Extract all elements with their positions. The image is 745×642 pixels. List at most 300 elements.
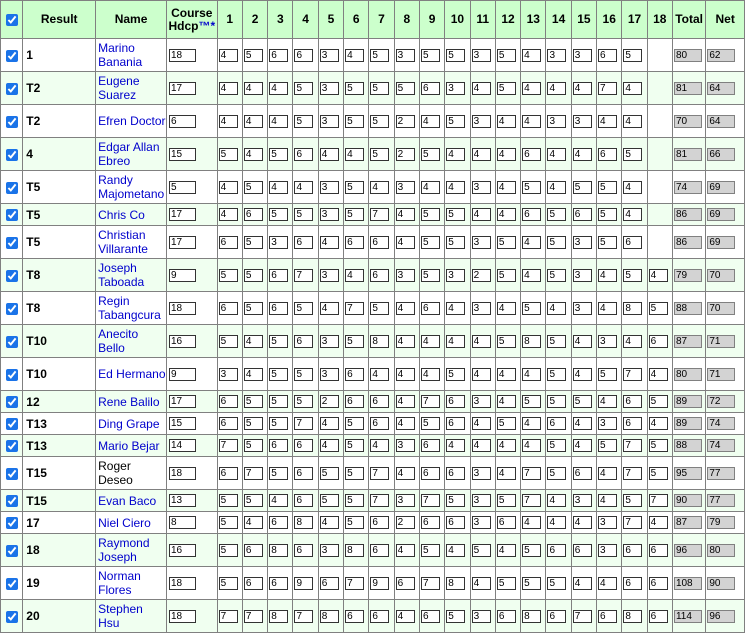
hole-7-score-input[interactable]	[370, 494, 389, 507]
hole-15-score-input[interactable]	[573, 467, 592, 480]
player-name-link[interactable]: Evan Baco	[98, 493, 157, 508]
hole-12-score-input[interactable]	[497, 82, 516, 95]
row-checkbox[interactable]	[6, 116, 18, 128]
hole-5-score-input[interactable]	[320, 417, 339, 430]
hole-9-score-input[interactable]	[421, 417, 440, 430]
row-checkbox[interactable]	[6, 517, 18, 529]
hole-9-score-input[interactable]	[421, 236, 440, 249]
hole-15-score-input[interactable]	[573, 439, 592, 452]
hole-11-score-input[interactable]	[472, 82, 491, 95]
hole-4-score-input[interactable]	[294, 236, 313, 249]
hole-10-score-input[interactable]	[446, 577, 465, 590]
player-name-link[interactable]: Marino Banania	[98, 41, 143, 69]
hole-16-score-input[interactable]	[598, 544, 617, 557]
hole-16-score-input[interactable]	[598, 269, 617, 282]
hole-18-score-input[interactable]	[649, 395, 668, 408]
hole-4-score-input[interactable]	[294, 610, 313, 623]
hole-13-score-input[interactable]	[522, 439, 541, 452]
hole-4-score-input[interactable]	[294, 516, 313, 529]
hole-4-score-input[interactable]	[294, 494, 313, 507]
hole-16-score-input[interactable]	[598, 610, 617, 623]
hole-6-score-input[interactable]	[345, 335, 364, 348]
hole-13-score-input[interactable]	[522, 269, 541, 282]
hole-11-score-input[interactable]	[472, 467, 491, 480]
hole-15-score-input[interactable]	[573, 494, 592, 507]
hole-10-score-input[interactable]	[446, 236, 465, 249]
hdcp-input[interactable]	[169, 544, 196, 557]
hole-8-score-input[interactable]	[396, 49, 415, 62]
row-checkbox[interactable]	[6, 440, 18, 452]
hole-9-score-input[interactable]	[421, 49, 440, 62]
hole-6-score-input[interactable]	[345, 395, 364, 408]
hole-9-score-input[interactable]	[421, 181, 440, 194]
hole-17-score-input[interactable]	[623, 516, 642, 529]
hole-9-score-input[interactable]	[421, 467, 440, 480]
hole-4-score-input[interactable]	[294, 417, 313, 430]
hole-1-score-input[interactable]	[219, 610, 238, 623]
hole-1-score-input[interactable]	[219, 148, 238, 161]
hole-1-score-input[interactable]	[219, 181, 238, 194]
hole-9-score-input[interactable]	[421, 368, 440, 381]
hole-5-score-input[interactable]	[320, 208, 339, 221]
hole-15-score-input[interactable]	[573, 395, 592, 408]
hdcp-input[interactable]	[169, 439, 196, 452]
hole-11-score-input[interactable]	[472, 335, 491, 348]
hole-15-score-input[interactable]	[573, 269, 592, 282]
hole-12-score-input[interactable]	[497, 181, 516, 194]
hole-14-score-input[interactable]	[547, 467, 566, 480]
hole-3-score-input[interactable]	[269, 82, 288, 95]
hole-17-score-input[interactable]	[623, 181, 642, 194]
player-name-link[interactable]: Edgar Allan Ebreo	[98, 140, 160, 168]
hole-10-score-input[interactable]	[446, 302, 465, 315]
hole-12-score-input[interactable]	[497, 467, 516, 480]
hole-5-score-input[interactable]	[320, 516, 339, 529]
hole-8-score-input[interactable]	[396, 516, 415, 529]
hole-11-score-input[interactable]	[472, 577, 491, 590]
hole-12-score-input[interactable]	[497, 439, 516, 452]
hole-9-score-input[interactable]	[421, 335, 440, 348]
hole-16-score-input[interactable]	[598, 148, 617, 161]
hole-7-score-input[interactable]	[370, 148, 389, 161]
hole-12-score-input[interactable]	[497, 115, 516, 128]
select-all-checkbox[interactable]	[6, 14, 18, 26]
hole-5-score-input[interactable]	[320, 236, 339, 249]
hole-7-score-input[interactable]	[370, 208, 389, 221]
hole-17-score-input[interactable]	[623, 302, 642, 315]
hole-9-score-input[interactable]	[421, 148, 440, 161]
hole-9-score-input[interactable]	[421, 516, 440, 529]
row-checkbox[interactable]	[6, 396, 18, 408]
hdcp-input[interactable]	[169, 577, 196, 590]
hole-1-score-input[interactable]	[219, 302, 238, 315]
hole-4-score-input[interactable]	[294, 181, 313, 194]
hole-1-score-input[interactable]	[219, 368, 238, 381]
hole-14-score-input[interactable]	[547, 516, 566, 529]
hole-10-score-input[interactable]	[446, 467, 465, 480]
hole-8-score-input[interactable]	[396, 269, 415, 282]
hole-7-score-input[interactable]	[370, 467, 389, 480]
hole-7-score-input[interactable]	[370, 577, 389, 590]
hole-8-score-input[interactable]	[396, 395, 415, 408]
hole-15-score-input[interactable]	[573, 335, 592, 348]
hole-17-score-input[interactable]	[623, 544, 642, 557]
hole-13-score-input[interactable]	[522, 494, 541, 507]
hdcp-input[interactable]	[169, 148, 196, 161]
hole-5-score-input[interactable]	[320, 49, 339, 62]
hole-10-score-input[interactable]	[446, 82, 465, 95]
hole-1-score-input[interactable]	[219, 115, 238, 128]
hole-17-score-input[interactable]	[623, 417, 642, 430]
hdcp-input[interactable]	[169, 368, 196, 381]
hole-6-score-input[interactable]	[345, 577, 364, 590]
hole-15-score-input[interactable]	[573, 49, 592, 62]
hole-15-score-input[interactable]	[573, 181, 592, 194]
hole-14-score-input[interactable]	[547, 181, 566, 194]
hole-10-score-input[interactable]	[446, 115, 465, 128]
hole-14-score-input[interactable]	[547, 577, 566, 590]
hole-4-score-input[interactable]	[294, 577, 313, 590]
hole-15-score-input[interactable]	[573, 610, 592, 623]
hole-7-score-input[interactable]	[370, 49, 389, 62]
hole-14-score-input[interactable]	[547, 208, 566, 221]
hole-16-score-input[interactable]	[598, 577, 617, 590]
hole-10-score-input[interactable]	[446, 395, 465, 408]
hole-3-score-input[interactable]	[269, 115, 288, 128]
hole-7-score-input[interactable]	[370, 269, 389, 282]
hole-17-score-input[interactable]	[623, 335, 642, 348]
hole-16-score-input[interactable]	[598, 417, 617, 430]
hole-6-score-input[interactable]	[345, 610, 364, 623]
hole-5-score-input[interactable]	[320, 467, 339, 480]
hdcp-input[interactable]	[169, 610, 196, 623]
hole-18-score-input[interactable]	[649, 302, 668, 315]
hole-15-score-input[interactable]	[573, 577, 592, 590]
hole-3-score-input[interactable]	[269, 467, 288, 480]
hole-16-score-input[interactable]	[598, 115, 617, 128]
hole-15-score-input[interactable]	[573, 417, 592, 430]
hole-16-score-input[interactable]	[598, 439, 617, 452]
hole-13-score-input[interactable]	[522, 181, 541, 194]
row-checkbox[interactable]	[6, 468, 18, 480]
hole-12-score-input[interactable]	[497, 544, 516, 557]
hole-3-score-input[interactable]	[269, 439, 288, 452]
hole-5-score-input[interactable]	[320, 302, 339, 315]
player-name-link[interactable]: Norman Flores	[98, 569, 141, 597]
hole-13-score-input[interactable]	[522, 335, 541, 348]
hole-7-score-input[interactable]	[370, 439, 389, 452]
hole-2-score-input[interactable]	[244, 577, 263, 590]
hole-13-score-input[interactable]	[522, 610, 541, 623]
hole-13-score-input[interactable]	[522, 417, 541, 430]
hole-15-score-input[interactable]	[573, 368, 592, 381]
hole-10-score-input[interactable]	[446, 544, 465, 557]
hole-12-score-input[interactable]	[497, 148, 516, 161]
hole-13-score-input[interactable]	[522, 49, 541, 62]
hole-2-score-input[interactable]	[244, 148, 263, 161]
row-checkbox[interactable]	[6, 149, 18, 161]
row-checkbox[interactable]	[6, 495, 18, 507]
hole-14-score-input[interactable]	[547, 395, 566, 408]
hole-4-score-input[interactable]	[294, 544, 313, 557]
hole-2-score-input[interactable]	[244, 208, 263, 221]
hole-18-score-input[interactable]	[649, 368, 668, 381]
hole-7-score-input[interactable]	[370, 544, 389, 557]
hole-5-score-input[interactable]	[320, 544, 339, 557]
hole-16-score-input[interactable]	[598, 82, 617, 95]
player-name-link[interactable]: Chris Co	[98, 207, 145, 222]
hole-2-score-input[interactable]	[244, 368, 263, 381]
hole-13-score-input[interactable]	[522, 82, 541, 95]
hole-16-score-input[interactable]	[598, 181, 617, 194]
hole-17-score-input[interactable]	[623, 208, 642, 221]
hole-6-score-input[interactable]	[345, 49, 364, 62]
hdcp-input[interactable]	[169, 269, 196, 282]
hole-15-score-input[interactable]	[573, 236, 592, 249]
player-name-link[interactable]: Mario Bejar	[98, 438, 160, 453]
hole-18-score-input[interactable]	[649, 417, 668, 430]
hole-8-score-input[interactable]	[396, 181, 415, 194]
hole-3-score-input[interactable]	[269, 544, 288, 557]
hdcp-input[interactable]	[169, 49, 196, 62]
hole-11-score-input[interactable]	[472, 115, 491, 128]
hole-9-score-input[interactable]	[421, 82, 440, 95]
hole-6-score-input[interactable]	[345, 115, 364, 128]
hole-9-score-input[interactable]	[421, 395, 440, 408]
player-name-link[interactable]: Randy Majometano	[98, 173, 165, 201]
hole-13-score-input[interactable]	[522, 516, 541, 529]
hole-2-score-input[interactable]	[244, 610, 263, 623]
hole-13-score-input[interactable]	[522, 208, 541, 221]
hole-12-score-input[interactable]	[497, 49, 516, 62]
hole-17-score-input[interactable]	[623, 395, 642, 408]
hole-4-score-input[interactable]	[294, 467, 313, 480]
player-name-link[interactable]: Efren Doctor	[98, 114, 166, 128]
hole-7-score-input[interactable]	[370, 516, 389, 529]
hole-18-score-input[interactable]	[649, 439, 668, 452]
hole-8-score-input[interactable]	[396, 82, 415, 95]
player-name-link[interactable]: Stephen Hsu	[98, 602, 143, 630]
hole-1-score-input[interactable]	[219, 49, 238, 62]
hole-17-score-input[interactable]	[623, 439, 642, 452]
hole-9-score-input[interactable]	[421, 269, 440, 282]
hole-16-score-input[interactable]	[598, 467, 617, 480]
hole-17-score-input[interactable]	[623, 82, 642, 95]
hole-16-score-input[interactable]	[598, 494, 617, 507]
hole-11-score-input[interactable]	[472, 269, 491, 282]
hole-14-score-input[interactable]	[547, 417, 566, 430]
hole-3-score-input[interactable]	[269, 148, 288, 161]
hole-12-score-input[interactable]	[497, 610, 516, 623]
hole-6-score-input[interactable]	[345, 148, 364, 161]
hole-4-score-input[interactable]	[294, 49, 313, 62]
row-checkbox[interactable]	[6, 336, 18, 348]
hole-4-score-input[interactable]	[294, 115, 313, 128]
player-name-link[interactable]: Joseph Taboada	[98, 261, 145, 289]
hole-16-score-input[interactable]	[598, 335, 617, 348]
hole-7-score-input[interactable]	[370, 417, 389, 430]
hole-3-score-input[interactable]	[269, 577, 288, 590]
hole-7-score-input[interactable]	[370, 115, 389, 128]
hole-14-score-input[interactable]	[547, 49, 566, 62]
hole-5-score-input[interactable]	[320, 610, 339, 623]
hole-11-score-input[interactable]	[472, 544, 491, 557]
hole-8-score-input[interactable]	[396, 302, 415, 315]
hole-15-score-input[interactable]	[573, 115, 592, 128]
hole-10-score-input[interactable]	[446, 269, 465, 282]
hole-12-score-input[interactable]	[497, 516, 516, 529]
hole-6-score-input[interactable]	[345, 494, 364, 507]
hole-11-score-input[interactable]	[472, 368, 491, 381]
hole-17-score-input[interactable]	[623, 577, 642, 590]
hole-5-score-input[interactable]	[320, 148, 339, 161]
hdcp-input[interactable]	[169, 494, 196, 507]
hole-11-score-input[interactable]	[472, 49, 491, 62]
hole-1-score-input[interactable]	[219, 395, 238, 408]
hole-18-score-input[interactable]	[649, 269, 668, 282]
hdcp-input[interactable]	[169, 395, 196, 408]
hole-7-score-input[interactable]	[370, 181, 389, 194]
hole-14-score-input[interactable]	[547, 269, 566, 282]
hole-2-score-input[interactable]	[244, 544, 263, 557]
hole-2-score-input[interactable]	[244, 494, 263, 507]
hdcp-input[interactable]	[169, 302, 196, 315]
hole-13-score-input[interactable]	[522, 544, 541, 557]
hole-5-score-input[interactable]	[320, 368, 339, 381]
hole-3-score-input[interactable]	[269, 417, 288, 430]
hole-11-score-input[interactable]	[472, 208, 491, 221]
hole-13-score-input[interactable]	[522, 115, 541, 128]
hole-7-score-input[interactable]	[370, 368, 389, 381]
hole-13-score-input[interactable]	[522, 368, 541, 381]
hole-8-score-input[interactable]	[396, 417, 415, 430]
row-checkbox[interactable]	[6, 303, 18, 315]
hole-5-score-input[interactable]	[320, 115, 339, 128]
hole-13-score-input[interactable]	[522, 467, 541, 480]
hole-17-score-input[interactable]	[623, 236, 642, 249]
hole-16-score-input[interactable]	[598, 368, 617, 381]
hole-2-score-input[interactable]	[244, 395, 263, 408]
hole-9-score-input[interactable]	[421, 494, 440, 507]
trademark-link[interactable]: ™*	[198, 18, 216, 33]
hole-12-score-input[interactable]	[497, 417, 516, 430]
hole-8-score-input[interactable]	[396, 439, 415, 452]
hdcp-input[interactable]	[169, 208, 196, 221]
row-checkbox[interactable]	[6, 50, 18, 62]
hole-12-score-input[interactable]	[497, 302, 516, 315]
hdcp-input[interactable]	[169, 115, 196, 128]
hole-17-score-input[interactable]	[623, 494, 642, 507]
hole-11-score-input[interactable]	[472, 181, 491, 194]
hole-7-score-input[interactable]	[370, 335, 389, 348]
hole-15-score-input[interactable]	[573, 516, 592, 529]
hdcp-input[interactable]	[169, 335, 196, 348]
hdcp-input[interactable]	[169, 467, 196, 480]
player-name-link[interactable]: Ding Grape	[98, 416, 160, 431]
hole-12-score-input[interactable]	[497, 236, 516, 249]
hole-5-score-input[interactable]	[320, 395, 339, 408]
hole-9-score-input[interactable]	[421, 439, 440, 452]
player-name-link[interactable]: Eugene Suarez	[98, 74, 140, 102]
hole-6-score-input[interactable]	[345, 269, 364, 282]
player-name-link[interactable]: Regin Tabangcura	[98, 294, 161, 322]
hole-4-score-input[interactable]	[294, 148, 313, 161]
hole-6-score-input[interactable]	[345, 82, 364, 95]
hole-14-score-input[interactable]	[547, 335, 566, 348]
hole-15-score-input[interactable]	[573, 208, 592, 221]
player-name-link[interactable]: Rene Balilo	[98, 394, 160, 409]
hole-10-score-input[interactable]	[446, 368, 465, 381]
hole-3-score-input[interactable]	[269, 335, 288, 348]
hole-14-score-input[interactable]	[547, 148, 566, 161]
row-checkbox[interactable]	[6, 83, 18, 95]
hole-4-score-input[interactable]	[294, 335, 313, 348]
hole-5-score-input[interactable]	[320, 335, 339, 348]
hole-1-score-input[interactable]	[219, 439, 238, 452]
hole-8-score-input[interactable]	[396, 236, 415, 249]
hole-9-score-input[interactable]	[421, 208, 440, 221]
hole-1-score-input[interactable]	[219, 417, 238, 430]
hole-8-score-input[interactable]	[396, 115, 415, 128]
hole-17-score-input[interactable]	[623, 49, 642, 62]
hole-1-score-input[interactable]	[219, 516, 238, 529]
hdcp-input[interactable]	[169, 181, 196, 194]
hole-10-score-input[interactable]	[446, 516, 465, 529]
hole-16-score-input[interactable]	[598, 395, 617, 408]
hole-6-score-input[interactable]	[345, 236, 364, 249]
hole-12-score-input[interactable]	[497, 208, 516, 221]
hole-2-score-input[interactable]	[244, 236, 263, 249]
hole-7-score-input[interactable]	[370, 82, 389, 95]
hole-4-score-input[interactable]	[294, 395, 313, 408]
hole-4-score-input[interactable]	[294, 302, 313, 315]
hole-16-score-input[interactable]	[598, 302, 617, 315]
hole-8-score-input[interactable]	[396, 368, 415, 381]
hole-9-score-input[interactable]	[421, 544, 440, 557]
hole-6-score-input[interactable]	[345, 302, 364, 315]
hole-8-score-input[interactable]	[396, 208, 415, 221]
hole-18-score-input[interactable]	[649, 335, 668, 348]
hole-2-score-input[interactable]	[244, 49, 263, 62]
row-checkbox[interactable]	[6, 578, 18, 590]
hole-2-score-input[interactable]	[244, 82, 263, 95]
hole-18-score-input[interactable]	[649, 494, 668, 507]
hole-3-score-input[interactable]	[269, 236, 288, 249]
hole-4-score-input[interactable]	[294, 82, 313, 95]
player-name-link[interactable]: Ed Hermano	[98, 367, 166, 381]
hole-1-score-input[interactable]	[219, 208, 238, 221]
hole-18-score-input[interactable]	[649, 516, 668, 529]
hole-17-score-input[interactable]	[623, 368, 642, 381]
hole-10-score-input[interactable]	[446, 494, 465, 507]
hole-10-score-input[interactable]	[446, 335, 465, 348]
hole-2-score-input[interactable]	[244, 269, 263, 282]
hole-14-score-input[interactable]	[547, 302, 566, 315]
hole-2-score-input[interactable]	[244, 467, 263, 480]
hole-11-score-input[interactable]	[472, 494, 491, 507]
hole-3-score-input[interactable]	[269, 516, 288, 529]
hole-10-score-input[interactable]	[446, 610, 465, 623]
hole-12-score-input[interactable]	[497, 577, 516, 590]
hole-14-score-input[interactable]	[547, 610, 566, 623]
hole-11-score-input[interactable]	[472, 236, 491, 249]
hole-1-score-input[interactable]	[219, 577, 238, 590]
player-name-link[interactable]: Raymond Joseph	[98, 536, 150, 564]
hole-10-score-input[interactable]	[446, 208, 465, 221]
hole-3-score-input[interactable]	[269, 49, 288, 62]
hole-2-score-input[interactable]	[244, 417, 263, 430]
hole-3-score-input[interactable]	[269, 302, 288, 315]
